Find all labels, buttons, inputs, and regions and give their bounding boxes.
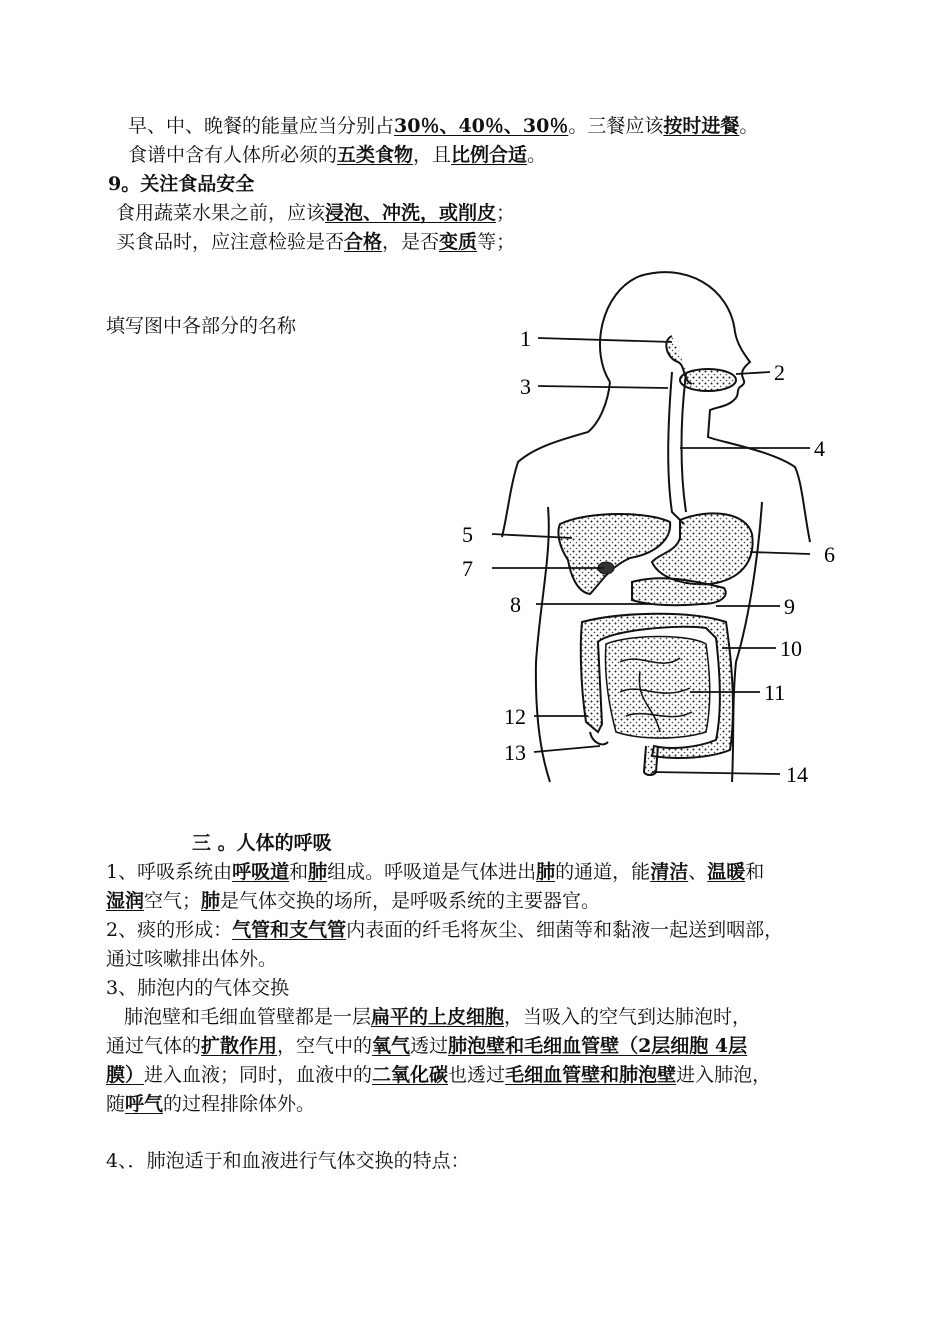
text: 。三餐应该: [568, 115, 664, 137]
label-10: 10: [780, 636, 802, 661]
keyword: 二氧化碳: [372, 1064, 449, 1086]
leader-line-3: [538, 386, 668, 388]
keyword: 肺: [308, 861, 328, 883]
text: 2、痰的形成：: [106, 919, 233, 941]
leader-line-14: [652, 772, 780, 774]
text: 是气体交换的场所，是呼吸系统的主要器官。: [220, 890, 601, 912]
text: 、: [688, 861, 708, 883]
label-11: 11: [764, 680, 786, 705]
keyword: 氧气: [372, 1035, 411, 1057]
keyword: 扁平的上皮细胞: [371, 1006, 505, 1028]
label-4: 4: [814, 436, 825, 461]
text: 。: [739, 115, 759, 137]
label-3: 3: [520, 374, 531, 399]
resp-p3-line-1: [124, 1004, 751, 1030]
label-5: 5: [462, 522, 473, 547]
keyword: 比例合适: [451, 144, 528, 166]
text: 透过: [410, 1035, 449, 1057]
text: 的通道，能: [555, 861, 651, 883]
keyword: 按时进餐: [663, 115, 740, 137]
label-8: 8: [510, 592, 521, 617]
keyword: 呼气: [125, 1093, 164, 1115]
resp-p3-line-4: [106, 1091, 315, 1117]
resp-p2-line-2: 通过咳嗽排出体外。: [106, 948, 278, 970]
keyword: 肺: [201, 890, 221, 912]
text: 空气；: [144, 890, 202, 912]
text: 进入肺泡，: [676, 1064, 772, 1086]
text: 组成。呼吸道是气体进出: [327, 861, 537, 883]
label-7: 7: [462, 556, 473, 581]
keyword: 浸泡、冲洗，或削皮: [325, 202, 497, 224]
keyword: 气管和支气管: [232, 919, 347, 941]
section-heading-respiration: 三 。人体的呼吸: [192, 832, 332, 854]
diagram-prompt: 填写图中各部分的名称: [106, 315, 297, 337]
text: 买食品时，应注意检验是否: [116, 231, 345, 253]
torso-left: [536, 507, 550, 782]
text: 和: [289, 861, 309, 883]
label-1: 1: [520, 326, 531, 351]
keyword: 温暖: [707, 861, 746, 883]
leader-line-2: [736, 372, 770, 374]
text: ，空气中的: [277, 1035, 373, 1057]
text: 通过气体的: [106, 1035, 202, 1057]
safety-line-1: [116, 200, 515, 226]
resp-p3-heading: 3、肺泡内的气体交换: [106, 977, 290, 999]
label-14: 14: [786, 762, 808, 787]
diet-line-2: [128, 142, 546, 168]
safety-line-2: [116, 229, 515, 255]
text: 也透过: [448, 1064, 506, 1086]
resp-p3-line-2: [106, 1033, 747, 1059]
resp-p1-line-1: [106, 859, 764, 885]
text: 早、中、晚餐的能量应当分别占: [128, 115, 395, 137]
label-2: 2: [774, 360, 785, 385]
keyword: 肺: [536, 861, 556, 883]
body-outline-left: [502, 382, 610, 537]
resp-p3-line-3: [106, 1062, 771, 1088]
text: 和: [745, 861, 765, 883]
keyword: 湿润: [106, 890, 145, 912]
keyword: 变质: [439, 231, 478, 253]
diet-line-1: [128, 113, 758, 139]
text: 的过程排除体外。: [163, 1093, 316, 1115]
label-6: 6: [824, 542, 835, 567]
text: 肺泡壁和毛细血管壁都是一层: [124, 1006, 372, 1028]
text: ；: [496, 202, 516, 224]
keyword: 毛细血管壁和肺泡壁: [505, 1064, 677, 1086]
keyword: 肺泡壁和毛细血管壁（2层细胞 4层: [448, 1035, 748, 1057]
keyword: 膜）: [106, 1064, 145, 1086]
text: ，当吸入的空气到达肺泡时，: [504, 1006, 752, 1028]
resp-p1-line-2: [106, 888, 600, 914]
text: 随: [106, 1093, 126, 1115]
body-outline: [600, 272, 810, 542]
keyword: 呼吸道: [232, 861, 290, 883]
label-13: 13: [504, 740, 526, 765]
keyword: 30％、40％、30％: [394, 115, 569, 137]
text: ，是否: [382, 231, 440, 253]
text: 内表面的纤毛将灰尘、细菌等和黏液一起送到咽部，: [346, 919, 784, 941]
section-heading-food-safety: 9。关注食品安全: [108, 173, 255, 195]
keyword: 扩散作用: [201, 1035, 278, 1057]
appendix: [590, 732, 608, 744]
oral-cavity: [680, 369, 736, 391]
text: 食谱中含有人体所必须的: [128, 144, 338, 166]
rectum: [644, 746, 658, 775]
text: 食用蔬菜水果之前，应该: [116, 202, 326, 224]
label-12: 12: [504, 704, 526, 729]
text: ，且: [413, 144, 452, 166]
text: 1、呼吸系统由: [106, 861, 233, 883]
keyword: 五类食物: [337, 144, 414, 166]
leader-line-13: [534, 746, 600, 752]
leader-line-1: [538, 338, 672, 342]
resp-p2-line-1: [106, 917, 783, 943]
keyword: 合格: [344, 231, 383, 253]
text: 。: [527, 144, 547, 166]
label-9: 9: [784, 594, 795, 619]
digestive-system-diagram: [440, 262, 840, 792]
leader-line-6: [750, 552, 810, 554]
keyword: 清洁: [650, 861, 689, 883]
resp-p4-heading: 4、．肺泡适于和血液进行气体交换的特点：: [106, 1150, 470, 1172]
text: 等；: [477, 231, 516, 253]
text: 进入血液；同时，血液中的: [144, 1064, 373, 1086]
